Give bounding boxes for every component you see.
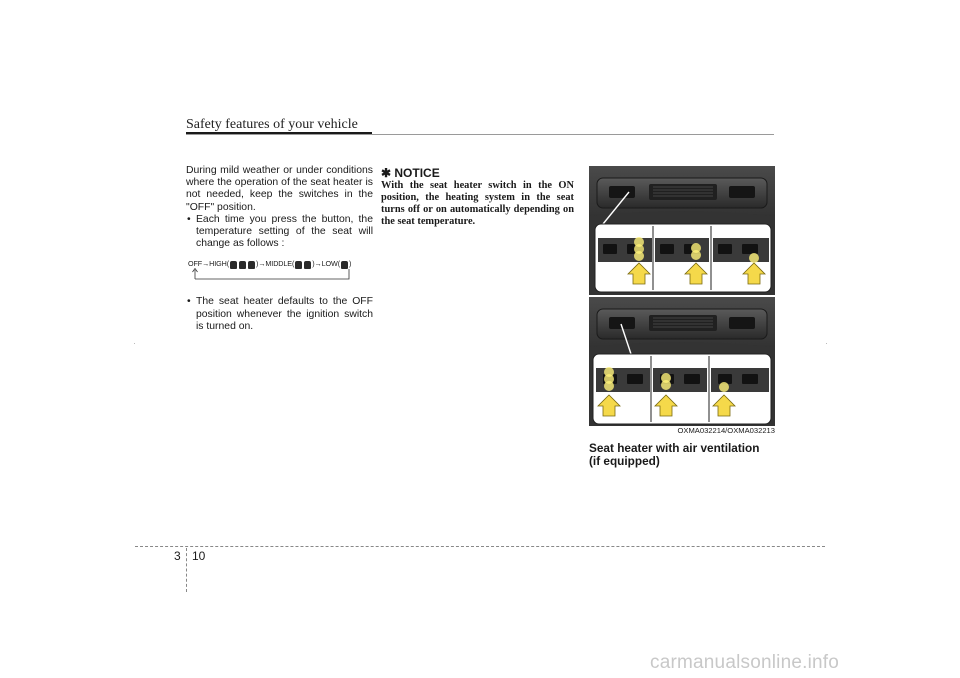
heat-level-icon [341, 261, 348, 269]
section-heading-line2: (if equipped) [589, 454, 660, 468]
intro-paragraph: During mild weather or under conditions where the operation of the seat heater is not needed, keep the switches in the "OFF" position. [186, 165, 373, 213]
top-panel-photo [589, 166, 775, 295]
sequence-middle-label: )→MIDDLE( [256, 259, 295, 269]
figure-caption: OXMA032214/OXMA032213 [677, 426, 775, 435]
heat-level-icon [295, 261, 302, 269]
sequence-off-label: OFF [188, 259, 203, 269]
instructions-column [186, 165, 373, 333]
page-header-title: Safety features of your vehicle [186, 117, 358, 132]
seat-heater-figure [589, 166, 775, 426]
watermark: carmanualsonline.info [650, 652, 840, 673]
bottom-panel-photo [589, 297, 775, 426]
notice-title: ✱ NOTICE [381, 166, 440, 180]
heat-level-icon [304, 261, 311, 269]
heat-level-sequence [186, 256, 373, 290]
page-number: 10 [192, 549, 206, 563]
header-rule [186, 134, 774, 135]
chapter-number: 3 [174, 549, 181, 563]
heat-level-icon [239, 261, 246, 269]
bullet-press-button: • Each time you press the button, the temperature setting of the seat will change as follows : [186, 214, 373, 251]
section-heading [589, 442, 779, 468]
footer-divider [186, 548, 187, 592]
heat-level-icon [230, 261, 237, 269]
return-arrow-icon [192, 268, 352, 280]
crop-mark [826, 343, 827, 344]
sequence-low-label: )→LOW( [312, 259, 341, 269]
heat-level-icon [248, 261, 255, 269]
section-heading-line1: Seat heater with air ventilation [589, 441, 760, 455]
sequence-end-label: ) [349, 259, 352, 269]
bullet-defaults-off: • The seat heater defaults to the OFF position whenever the ignition switch is turned on. [186, 296, 373, 333]
notice-body: With the seat heater switch in the ON position, the heating system in the seat turns off or on automatically depending on the seat temperature. [381, 180, 574, 228]
footer-rule [135, 546, 825, 547]
crop-mark [134, 343, 135, 344]
sequence-high-label: →HIGH( [202, 259, 230, 269]
